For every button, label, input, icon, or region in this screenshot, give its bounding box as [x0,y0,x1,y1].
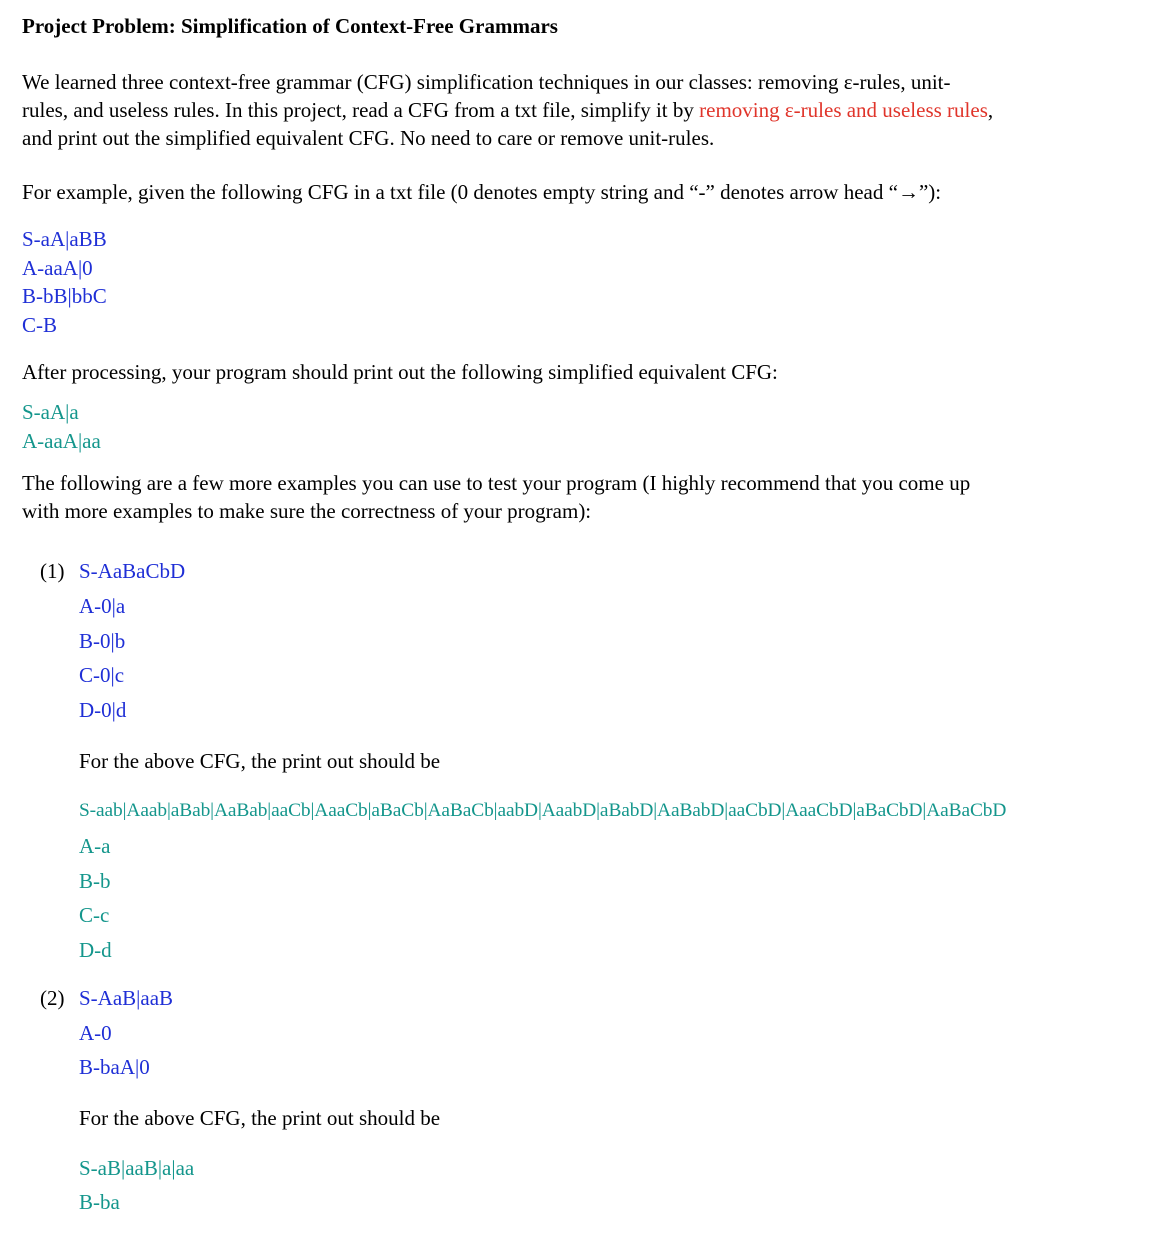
intro-line-3: and print out the simplified equivalent CFG. No need to care or remove unit-rules. [22,126,715,150]
test-1-caption: For the above CFG, the print out should be [79,749,441,773]
test-1-number: (1) [40,559,65,583]
intro-line-2-end: , [987,98,994,122]
test-1-output-rule: A-a [79,834,111,858]
example-input-rule: A-aaA|0 [22,256,93,280]
page-title: Project Problem: Simplification of Context-Free Grammars [22,14,558,38]
after-processing-text: After processing, your program should print out the following simplified equivalent CFG: [22,360,778,384]
intro-line-1: We learned three context-free grammar (CFG) simplification techniques in our classes: removing ε-rules, unit- [22,70,951,94]
test-1-output-rule: B-b [79,869,111,893]
example-input-rule: S-aA|aBB [22,227,107,251]
highlighted-requirement: removing ε-rules and useless rules [699,98,988,122]
test-2-input-rule: A-0 [79,1021,112,1045]
example-output-rule: S-aA|a [22,400,79,424]
test-1-output-rule: C-c [79,903,110,927]
more-examples-line-1: The following are a few more examples you can use to test your program (I highly recommend that you come up [22,471,971,495]
test-1-input-rule: C-0|c [79,663,125,687]
test-1-output-rule: S-aab|Aaab|aBab|AaBab|aaCb|AaaCb|aBaCb|AaBaCb|aabD|AaabD|aBabD|AaBabD|aaCbD|AaaCbD|aBaCbD|AaBaCbD [79,800,1007,821]
test-1-input-rule: D-0|d [79,698,127,722]
example-input-rule: C-B [22,313,58,337]
more-examples-line-2: with more examples to make sure the correctness of your program): [22,499,592,523]
example-intro: For example, given the following CFG in a txt file (0 denotes empty string and “-” denotes arrow head “→”): [22,180,942,204]
test-1-output-rule: D-d [79,938,112,962]
intro-line-2 [22,96,1072,124]
example-output-rule: A-aaA|aa [22,429,101,453]
test-1-input-rule: B-0|b [79,629,126,653]
example-input-rule: B-bB|bbC [22,284,107,308]
test-2-number: (2) [40,986,65,1010]
test-2-input-rule: B-baA|0 [79,1055,150,1079]
test-2-caption: For the above CFG, the print out should be [79,1106,441,1130]
intro-line-2-text: rules, and useless rules. In this project, read a CFG from a txt file, simplify it by [22,98,700,122]
test-2-output-rule: B-ba [79,1190,120,1214]
test-2-output-rule: S-aB|aaB|a|aa [79,1156,195,1180]
test-1-input-rule: S-AaBaCbD [79,559,186,583]
test-1-input-rule: A-0|a [79,594,126,618]
test-2-input-rule: S-AaB|aaB [79,986,174,1010]
